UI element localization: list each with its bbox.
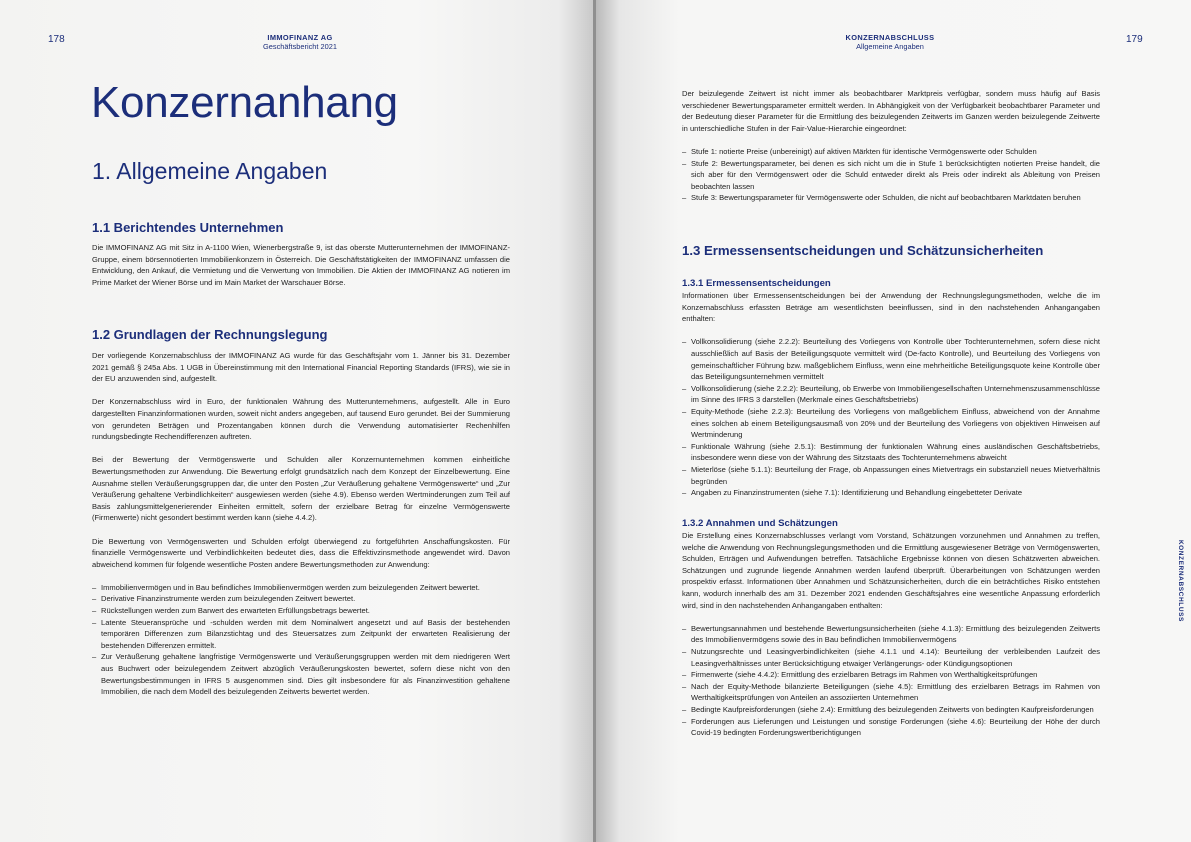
fair-value-levels — [682, 146, 1100, 204]
section-1-1-body — [92, 242, 510, 300]
section-1-3-2-body — [682, 530, 1100, 739]
paragraph: Der vorliegende Konzernabschluss der IMMOFINANZ AG wurde für das Geschäftsjahr vom 1. Jänner bis 31. Dezember 2021 gemäß § 245a Abs. 1 UGB in Übereinstimmung mit den International Financial Reporting Standards (IFRS), wie sie in der EU anzuwenden sind, aufgestellt. — [92, 351, 510, 384]
judgement-list — [682, 336, 1100, 498]
valuation-list — [92, 582, 510, 698]
list-item: – Derivative Finanzinstrumente werden zum beizulegenden Zeitwert bewertet. — [92, 593, 510, 605]
list-item: – Forderungen aus Lieferungen und Leistungen und sonstige Forderungen (siehe 4.6): Beurteilung der Höhe der durch Covid-19 bedingten Forderungswertberichtigungen — [682, 716, 1100, 739]
list-item: – Mieterlöse (siehe 5.1.1): Beurteilung der Frage, ob Anpassungen eines Mietvertrags ein substanziell neues Mietverhältnis begründen — [682, 464, 1100, 487]
running-head — [790, 33, 990, 51]
list-item: – Nach der Equity-Methode bilanzierte Beteiligungen (siehe 4.5): Ermittlung des erzielbaren Betrags im Rahmen von Werthaltigkeitsprüfungen von Anteilen an assoziierten Unternehmen — [682, 681, 1100, 704]
paragraph: Bei der Bewertung der Vermögenswerte und Schulden aller Konzernunternehmen kommen einheitliche Bewertungsmethoden zur Anwendung. Die Bewertung erfolgt grundsätzlich nach dem Konzept der Einzelbewertung. Eine Ausnahme stellen Veräußerungsgruppen dar, die unter den Posten „Zur Veräußerung gehaltene Vermögenswerte“ und „Zur Veräußerung gehaltene Verbindlichkeiten“ ausgewiesen werden (siehe 4.9). Ebenso werden Wertminderungen zum Teil auf Basis zahlungsmittelgenerierender Einheiten ermittelt, sofern der erzielbare Betrag für einzelne Vermögenswerte (Firmenwerte) nicht gesondert bestimmt werden kann (siehe 4.4.2). — [92, 455, 510, 523]
list-item: – Firmenwerte (siehe 4.4.2): Ermittlung des erzielbaren Betrags im Rahmen von Werthaltigkeitsprüfungen — [682, 669, 1100, 681]
section-heading-1-2: 1.2 Grundlagen der Rechnungslegung — [92, 327, 328, 342]
list-item: – Latente Steueransprüche und -schulden werden mit dem Nominalwert angesetzt und auf Basis der bestehenden temporären Differenzen zum Bilanzstichtag und des Steuersatzes zum Zeitpunkt der erwarteten Realisierung der bestehenden Differenzen ermittelt. — [92, 617, 510, 652]
list-item: – Equity-Methode (siehe 2.2.3): Beurteilung des Vorliegens von maßgeblichem Einfluss, abweichend von der Annahme eines solchen ab einem Beteiligungsausmaß von 20% und der Beurteilung des Vorliegens von objektiven Hinweisen auf Wertminderung — [682, 406, 1100, 441]
page-number: 178 — [48, 34, 65, 45]
list-item: – Funktionale Währung (siehe 2.5.1): Bestimmung der funktionalen Währung eines ausländischen Geschäftsbetriebs, insbesondere wenn diese von der Währung des Sitzstaats des Tochterunternehmens abweicht — [682, 441, 1100, 464]
paragraph: Der beizulegende Zeitwert ist nicht immer als beobachtbarer Marktpreis verfügbar, sondern muss häufig auf Basis verschiedener Bewertungsparameter ermittelt werden. In Abhängigkeit von der Verfügbarkeit beobachtbarer Parameter und der Bedeutung dieser Parameter für die Ermittlung des beizulegenden Zeitwerts im Ganzen werden beizulegende Zeitwerte in unterschiedliche Stufen in der Fair-Value-Hierarchie eingeordnet: — [682, 89, 1100, 133]
fair-value-intro — [682, 88, 1100, 204]
subsection-heading-1-3-2: 1.3.2 Annahmen und Schätzungen — [682, 518, 838, 529]
section-title: 1. Allgemeine Angaben — [92, 158, 328, 184]
running-head-company: IMMOFINANZ AG — [267, 33, 333, 42]
page-number: 179 — [1126, 34, 1143, 45]
list-item: – Immobilienvermögen und in Bau befindliches Immobilienvermögen werden zum beizulegenden Zeitwert bewertet. — [92, 582, 510, 594]
list-item: – Stufe 2: Bewertungsparameter, bei denen es sich nicht um die in Stufe 1 berücksichtigten notierten Preise handelt, die sich aber für den Vermögenswert oder die Schuld entweder direkt als Preis oder indirekt als Ableitung von Preisen beobachten lassen — [682, 158, 1100, 193]
paragraph: Informationen über Ermessensentscheidungen bei der Anwendung der Rechnungslegungsmethoden, welche die im Konzernabschluss erfassten Beträge am wesentlichsten beeinflussen, sind in den nachstehenden Anhangangaben enthalten: — [682, 291, 1100, 324]
list-item: – Rückstellungen werden zum Barwert des erwarteten Erfüllungsbetrags bewertet. — [92, 605, 510, 617]
right-page — [596, 0, 1191, 842]
running-head-sub: Allgemeine Angaben — [856, 42, 924, 51]
section-1-2-body — [92, 350, 510, 698]
side-tab-label: KONZERNABSCHLUSS — [1177, 539, 1184, 622]
paragraph: Die Erstellung eines Konzernabschlusses verlangt vom Vorstand, Schätzungen vorzunehmen und Annahmen zu treffen, welche die Anwendung von Rechnungslegungsmethoden und die Ermittlung ausgewiesener Beträge von Vermögenswerten, Schulden, Erträgen und Aufwendungen betreffen. Tatsächliche Ergebnisse können von diesen Schätzwerten abweichen. Schätzungen und zugrunde liegende Annahmen werden laufend überprüft. Überarbeitungen von Schätzungen werden prospektiv erfasst. Informationen über Annahmen und Schätzunsicherheiten, durch die ein beträchtliches Risiko entstehen kann, wodurch innerhalb des am 31. Dezember 2021 endenden Geschäftsjahres eine wesentliche Anpassung erforderlich wird, sind in den nachstehenden Anhangangaben enthalten: — [682, 531, 1100, 610]
list-item: – Stufe 3: Bewertungsparameter für Vermögenswerte oder Schulden, die nicht auf beobachtbaren Marktdaten beruhen — [682, 192, 1100, 204]
running-head-section: KONZERNABSCHLUSS — [845, 33, 935, 42]
subsection-heading-1-3-1: 1.3.1 Ermessensentscheidungen — [682, 278, 831, 289]
list-item: – Nutzungsrechte und Leasingverbindlichkeiten (siehe 4.1.1 und 4.14): Beurteilung der verbleibenden Laufzeit des Leasingverhältnisses unter Berücksichtigung etwaiger Verlängerungs- oder Kündigungsoptionen — [682, 646, 1100, 669]
list-item: – Angaben zu Finanzinstrumenten (siehe 7.1): Identifizierung und Behandlung eingebetteter Derivate — [682, 487, 1100, 499]
list-item: – Bedingte Kaufpreisforderungen (siehe 2.4): Ermittlung des beizulegenden Zeitwerts von bedingten Kaufpreisforderungen — [682, 704, 1100, 716]
running-head-report: Geschäftsbericht 2021 — [263, 42, 337, 51]
paragraph: Die IMMOFINANZ AG mit Sitz in A-1100 Wien, Wienerbergstraße 9, ist das oberste Mutterunternehmen der IMMOFINANZ-Gruppe, einem börsennotierten Immobilienkonzern in Österreich. Die Geschäftstätigkeiten der IMMOFINANZ umfassen die Entwicklung, den Ankauf, die Vermietung und die Verwertung von Immobilien. Die Aktien der IMMOFINANZ AG notieren im Prime Market der Wiener Börse und im Main Market der Warschauer Börse. — [92, 243, 510, 287]
page-title: Konzernanhang — [91, 78, 398, 127]
list-item: – Vollkonsolidierung (siehe 2.2.2): Beurteilung, ob Erwerbe von Immobiliengesellschaften Unternehmenszusammenschlüsse im Sinne des IFRS 3 darstellen (Merkmale eines Geschäftsbetriebs) — [682, 383, 1100, 406]
estimates-list — [682, 623, 1100, 739]
paragraph: Der Konzernabschluss wird in Euro, der funktionalen Währung des Mutterunternehmens, aufgestellt. Alle in Euro dargestellten Finanzinformationen wurden, soweit nicht anders angegeben, auf tausend Euro gerundet. Bei der Summierung von gerundeten Beträgen und Prozentangaben können durch die Verwendung automatisierter Rechenhilfen rundungsbedingte Rechendifferenzen auftreten. — [92, 397, 510, 442]
list-item: – Vollkonsolidierung (siehe 2.2.2): Beurteilung des Vorliegens von Kontrolle über Tochterunternehmen, sofern diese nicht ausschließlich auf Basis der Beteiligungsquote vermittelt wird (De-facto Kontrolle), und Beurteilung des Vorliegens von gemeinschaftlicher Führung bzw. maßgeblichem Einfluss, wenn eine mehrheitliche Beteiligungsquote keine Kontrolle über das Beteiligungsunternehmen vermittelt — [682, 336, 1100, 382]
left-page — [0, 0, 594, 842]
list-item: – Stufe 1: notierte Preise (unbereinigt) auf aktiven Märkten für identische Vermögenswerte oder Schulden — [682, 146, 1100, 158]
list-item: – Bewertungsannahmen und bestehende Bewertungsunsicherheiten (siehe 4.1.3): Ermittlung des beizulegenden Zeitwerts des Immobilienvermögens sowie des in Bau befindlichen Immobilienvermögens — [682, 623, 1100, 646]
paragraph: Die Bewertung von Vermögenswerten und Schulden erfolgt überwiegend zu fortgeführten Anschaffungskosten. Für finanzielle Vermögenswerte und Verbindlichkeiten bedeutet dies, dass die Effektivzinsmethode angewendet wird. Davon abweichend kommen für folgende wesentliche Posten andere Bewertungsmethoden zur Anwendung: — [92, 536, 510, 569]
section-heading-1-3: 1.3 Ermessensentscheidungen und Schätzunsicherheiten — [682, 243, 1044, 258]
section-1-3-1-body — [682, 290, 1100, 499]
running-head — [200, 33, 400, 51]
list-item: – Zur Veräußerung gehaltene langfristige Vermögenswerte und Veräußerungsgruppen werden mit dem niedrigeren Wert aus Buchwert oder beizulegendem Zeitwert abzüglich Veräußerungskosten bewertet, sofern diese nicht von den Bewertungsbestimmungen in IFRS 5 ausgenommen sind. Dies gilt insbesondere für als Finanzinvestition gehaltene Immobilien, die nach dem Modell des beizulegenden Zeitwerts bewertet werden. — [92, 651, 510, 697]
section-heading-1-1: 1.1 Berichtendes Unternehmen — [92, 220, 284, 235]
